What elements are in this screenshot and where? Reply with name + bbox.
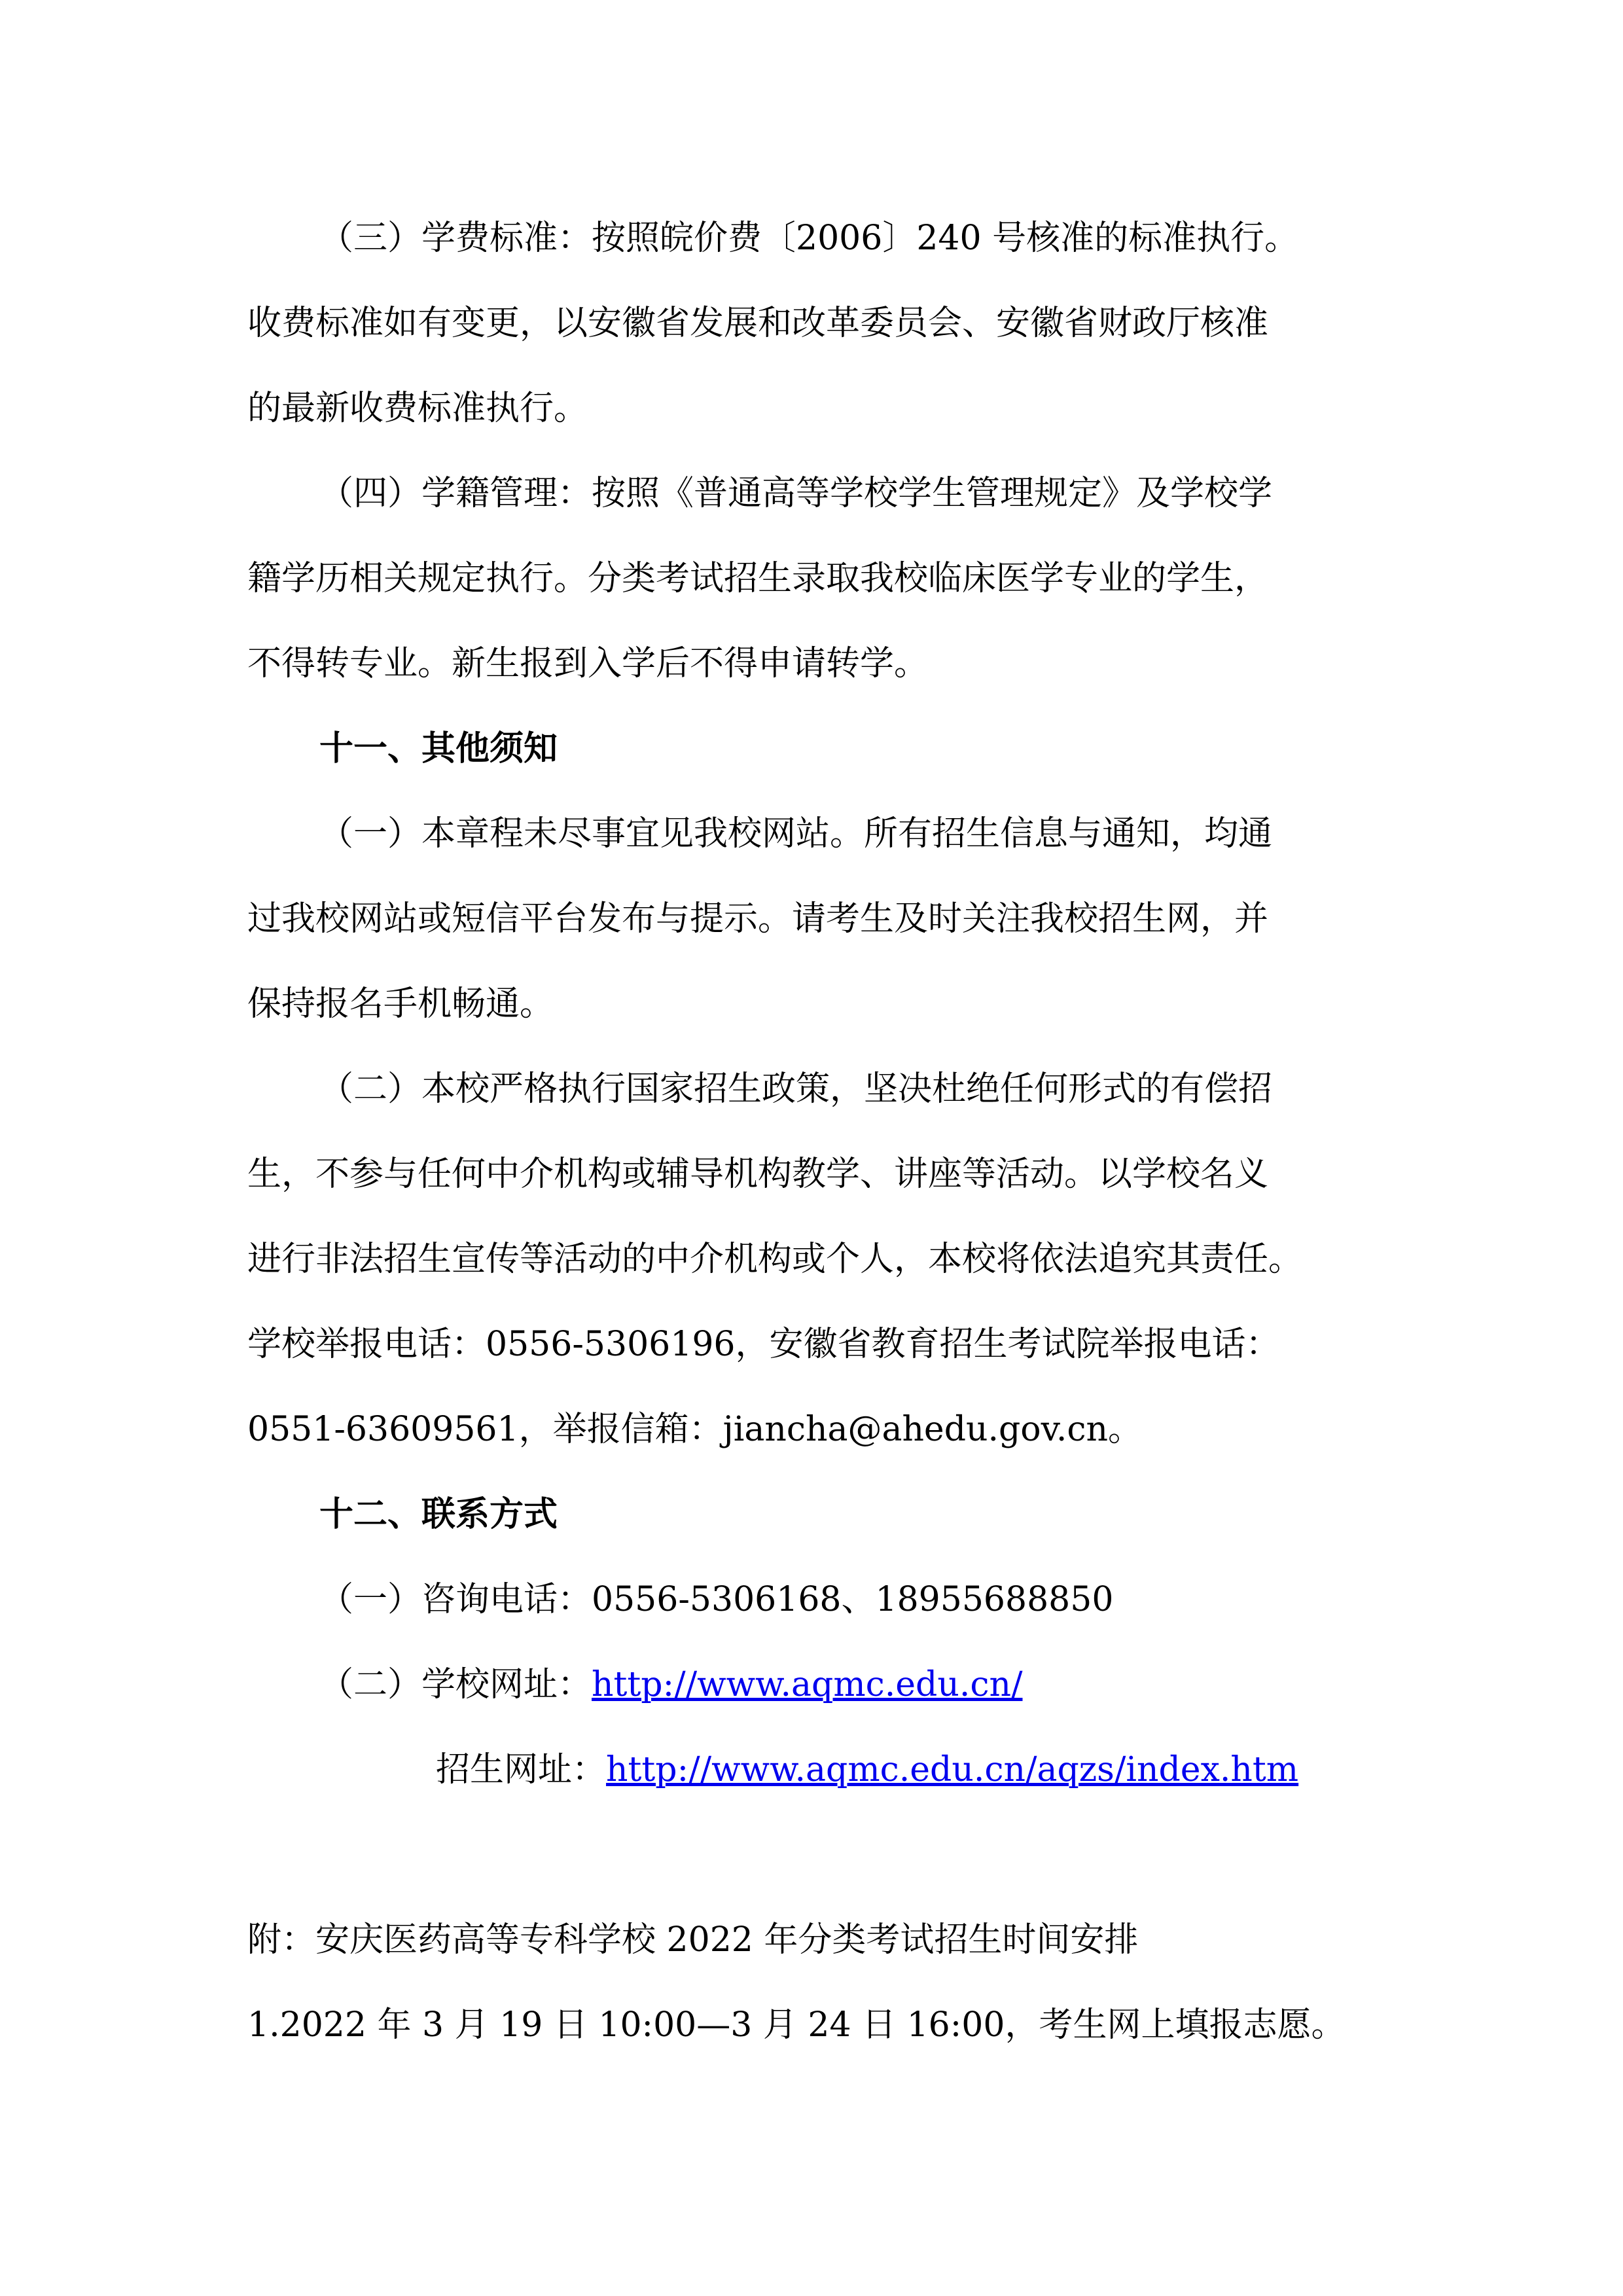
section-11-heading: 十一、其他须知 bbox=[319, 729, 558, 768]
tuition-line-3: 的最新收费标准执行。 bbox=[247, 389, 588, 428]
tuition-line-1: （三）学费标准：按照皖价费〔2006〕240 号核准的标准执行。 bbox=[319, 219, 1299, 258]
school-website-link[interactable]: http://www.aqmc.edu.cn/ bbox=[592, 1665, 1023, 1704]
status-line-3: 不得转专业。新生报到入学后不得申请转学。 bbox=[247, 644, 929, 683]
notice-2-line-3: 进行非法招生宣传等活动的中介机构或个人，本校将依法追究其责任。 bbox=[247, 1240, 1303, 1279]
admissions-website-label: 招生网址： bbox=[436, 1750, 607, 1789]
notice-1-line-1: （一）本章程未尽事宜见我校网站。所有招生信息与通知，均通 bbox=[319, 814, 1273, 853]
notice-2-line-4: 学校举报电话：0556-5306196，安徽省教育招生考试院举报电话： bbox=[247, 1325, 1280, 1364]
status-line-1: （四）学籍管理：按照《普通高等学校学生管理规定》及学校学 bbox=[319, 474, 1273, 513]
tuition-line-2: 收费标准如有变更，以安徽省发展和改革委员会、安徽省财政厅核准 bbox=[247, 304, 1269, 343]
admissions-website-link[interactable]: http://www.aqmc.edu.cn/aqzs/index.htm bbox=[606, 1750, 1299, 1789]
notice-2-line-1: （二）本校严格执行国家招生政策，坚决杜绝任何形式的有偿招 bbox=[319, 1069, 1273, 1109]
admissions-website-row bbox=[436, 1750, 1298, 1789]
notice-1-line-2: 过我校网站或短信平台发布与提示。请考生及时关注我校招生网，并 bbox=[247, 899, 1269, 939]
notice-1-line-3: 保持报名手机畅通。 bbox=[247, 984, 554, 1024]
school-website-row bbox=[319, 1665, 1023, 1704]
notice-2-line-5: 0551-63609561，举报信箱：jiancha@ahedu.gov.cn。 bbox=[247, 1410, 1142, 1449]
notice-2-line-2: 生，不参与任何中介机构或辅导机构教学、讲座等活动。以学校名义 bbox=[247, 1155, 1269, 1194]
appendix-title: 附：安庆医药高等专科学校 2022 年分类考试招生时间安排 bbox=[247, 1920, 1139, 1960]
section-12-heading: 十二、联系方式 bbox=[319, 1495, 558, 1534]
school-website-label: （二）学校网址： bbox=[319, 1665, 592, 1704]
contact-phone: （一）咨询电话：0556-5306168、18955688850 bbox=[319, 1580, 1114, 1619]
appendix-item-1: 1.2022 年 3 月 19 日 10:00—3 月 24 日 16:00，考生网上填报志愿。 bbox=[247, 2005, 1346, 2045]
status-line-2: 籍学历相关规定执行。分类考试招生录取我校临床医学专业的学生， bbox=[247, 559, 1269, 598]
